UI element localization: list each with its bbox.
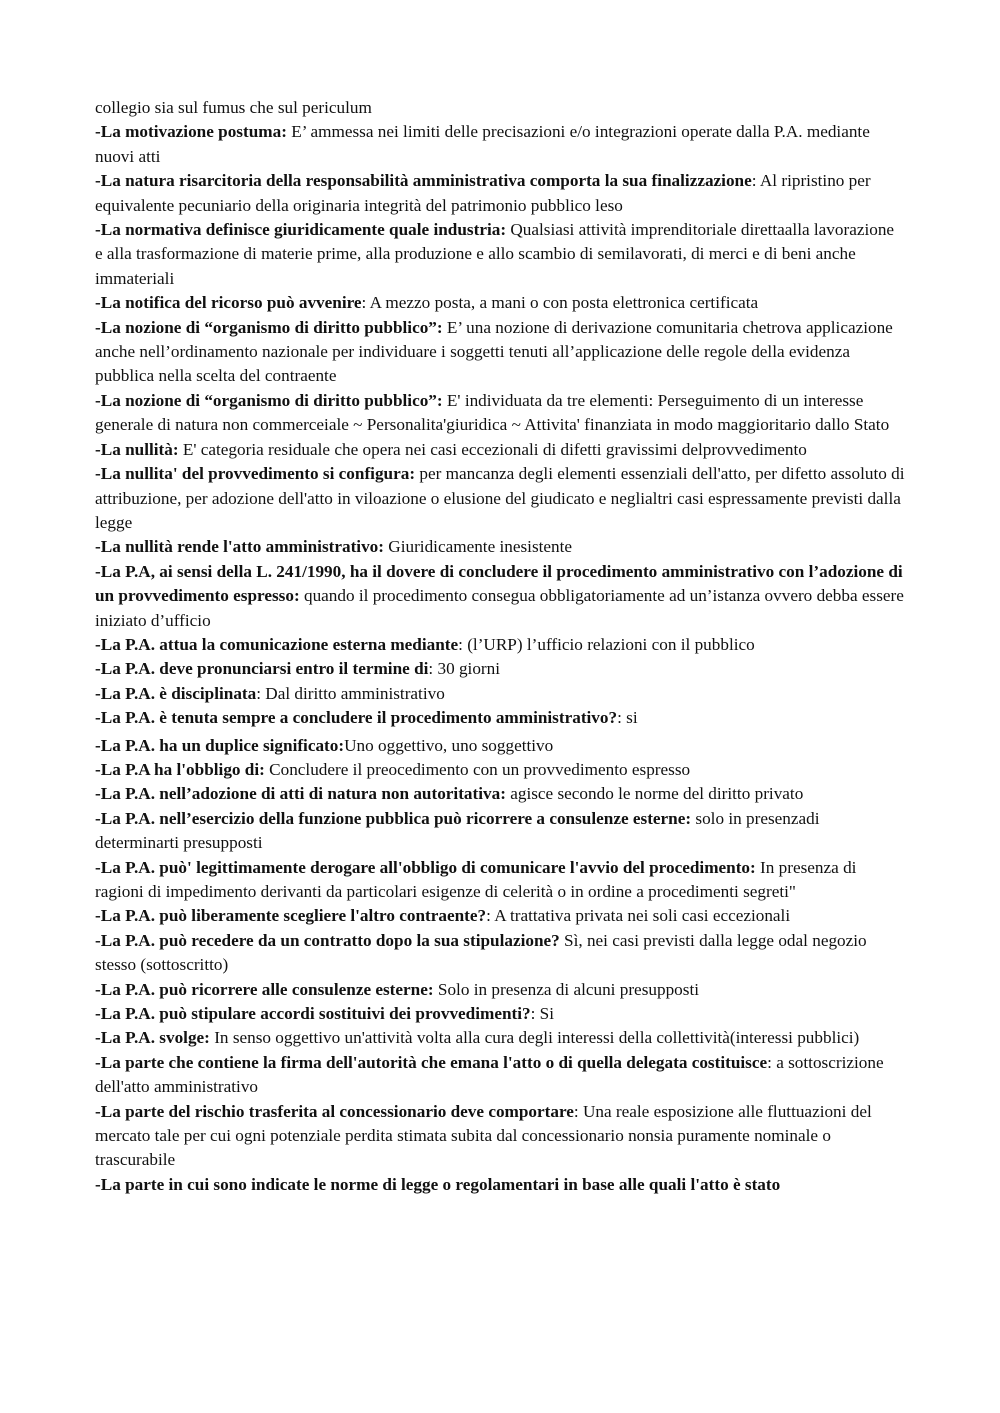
entry-definition: : Si [530,1004,555,1024]
entry-22 [95,978,905,1002]
entry-term: -La P.A. è disciplinata [95,683,257,703]
entry-13 [95,682,905,706]
entry-12 [95,657,905,681]
entry-term: -La parte in cui sono indicate le norme di legge o regolamentari in base alle quali l'atto è stato [95,1174,781,1194]
entry-9 [95,535,905,559]
entry-15 [95,734,905,758]
entry-term: -La nullità rende l'atto amministrativo: [95,537,384,557]
entry-definition: In presenza di ragioni di impedimento derivanti da particolari esigenze di celerità o in ordine a procedimenti segreti" [95,857,857,901]
entry-definition: : Al ripristino per equivalente pecuniario della originaria integrità del patrimonio pubblico leso [95,171,871,215]
entry-definition: Solo in presenza di alcuni presupposti [433,979,699,999]
entry-term: -La notifica del ricorso può avvenire [95,293,362,313]
entry-14 [95,706,905,730]
entry-term: -La P.A. ha un duplice significato: [95,735,345,755]
entry-definition: : A mezzo posta, a mani o con posta elettronica certificata [361,293,759,313]
entry-definition: Qualsiasi attività imprenditoriale direttaalla lavorazione e alla trasformazione di materie prime, alla produzione e allo scambio di semilavorati, di merci e di beni anche immateriali [95,220,895,288]
entry-term: -La nozione di “organismo di diritto pubblico”: [95,390,443,410]
entry-term: -La P.A. può liberamente scegliere l'altro contraente? [95,906,487,926]
entry-definition: Concludere il preocedimento con un provvedimento espresso [264,759,691,779]
entry-17 [95,782,905,806]
entry-term: -La P.A. può ricorrere alle consulenze esterne: [95,979,434,999]
entry-term: -La P.A. nell’esercizio della funzione pubblica può ricorrere a consulenze esterne: [95,808,692,828]
entry-18 [95,807,905,856]
entry-term: -La P.A, ai sensi della L. 241/1990, ha il dovere di concludere il procedimento amministrativo con l’adozione di un provvedimento espresso: [95,561,903,606]
entry-definition: In senso oggettivo un'attività volta alla cura degli interessi della collettività(interessi pubblici) [209,1028,860,1048]
entry-definition: E’ una nozione di derivazione comunitaria chetrova applicazione anche nell’ordinamento nazionale per individuare i soggetti tenuti all’applicazione delle regole della evidenza pubblica nella scelta del contraente [95,317,893,386]
entry-definition: collegio sia sul fumus che sul periculum [95,98,372,117]
entry-definition: : a sottoscrizione dell'atto amministrativo [95,1052,884,1097]
entry-21 [95,929,905,978]
entry-definition: quando il procedimento consegua obbligatoriamente ad un’istanza ovvero debba essere iniziato d’ufficio [95,586,904,630]
entry-16 [95,758,905,782]
entry-27 [95,1173,905,1197]
entry-6 [95,389,905,438]
entry-term: -La normativa definisce giuridicamente quale industria: [95,220,507,240]
entry-25 [95,1051,905,1100]
entry-term: -La P.A. attua la comunicazione esterna mediante [95,634,459,654]
entry-definition: E' categoria residuale che opera nei casi eccezionali di difetti gravissimi delprovvedimento [178,439,807,459]
entry-definition: : A trattativa privata nei soli casi eccezionali [486,906,791,926]
entry-definition: : Dal diritto amministrativo [256,683,445,703]
entry-term: -La P.A. è tenuta sempre a concludere il procedimento amministrativo? [95,708,618,728]
entry-0 [95,96,905,120]
entry-term: -La P.A. può recedere da un contratto dopo la sua stipulazione? [95,930,560,950]
entry-term: -La nullità: [95,439,179,459]
entry-20 [95,904,905,928]
entry-definition: E’ ammessa nei limiti delle precisazioni e/o integrazioni operate dalla P.A. mediante nuovi atti [95,122,870,166]
entry-10 [95,560,905,633]
entry-definition: Uno oggettivo, uno soggettivo [344,735,554,755]
entry-3 [95,218,905,291]
entry-definition: Giuridicamente inesistente [384,537,573,557]
entry-8 [95,462,905,535]
entry-4 [95,291,905,315]
entry-term: -La P.A ha l'obbligo di: [95,759,265,779]
entry-definition: : (l’URP) l’ufficio relazioni con il pubblico [458,634,755,654]
entry-definition: : si [617,708,638,728]
entry-2 [95,169,905,218]
entry-23 [95,1002,905,1026]
entry-term: -La parte del rischio trasferita al concessionario deve comportare [95,1101,574,1121]
entry-term: -La motivazione postuma: [95,122,287,142]
entry-term: -La P.A. svolge: [95,1028,210,1048]
entry-term: -La P.A. può' legittimamente derogare all'obbligo di comunicare l'avvio del procedimento: [95,857,756,877]
entry-definition: per mancanza degli elementi essenziali dell'atto, per difetto assoluto di attribuzione, per adozione dell'atto in viloazione o elusione del giudicato e neglialtri casi espressamente previsti dalla legge [95,464,905,532]
entry-term: -La nullita' del provvedimento si configura: [95,464,416,484]
entry-term: -La natura risarcitoria della responsabilità amministrativa comporta la sua finalizzazione [95,171,752,191]
entry-definition: Sì, nei casi previsti dalla legge odal negozio stesso (sottoscritto) [95,930,867,975]
document-page [95,96,905,1197]
entry-definition: : 30 giorni [428,659,501,679]
entry-term: -La parte che contiene la firma dell'autorità che emana l'atto o di quella delegata costituisce [95,1052,768,1072]
entry-5 [95,316,905,389]
entry-19 [95,856,905,905]
entry-24 [95,1026,905,1050]
entry-26 [95,1100,905,1173]
entry-term: -La P.A. deve pronunciarsi entro il termine di [95,659,429,679]
entry-7 [95,438,905,462]
entry-term: -La P.A. può stipulare accordi sostituivi dei provvedimenti? [95,1004,531,1024]
entry-definition: agisce secondo le norme del diritto privato [505,784,804,804]
entry-term: -La P.A. nell’adozione di atti di natura non autoritativa: [95,784,506,804]
entry-term: -La nozione di “organismo di diritto pubblico”: [95,317,443,337]
entry-definition: solo in presenzadi determinarti presupposti [95,808,820,853]
entry-definition: : Una reale esposizione alle fluttuazioni del mercato tale per cui ogni potenziale perdita stimata subita dal concessionario nonsia puramente nominale o trascurabile [95,1101,872,1170]
entry-1 [95,120,905,169]
entry-11 [95,633,905,657]
entry-definition: E' individuata da tre elementi: Perseguimento di un interesse generale di natura non commerceiale ~ Personalita'giuridica ~ Attivita' finanziata in modo maggioritario dallo Stato [95,390,890,435]
